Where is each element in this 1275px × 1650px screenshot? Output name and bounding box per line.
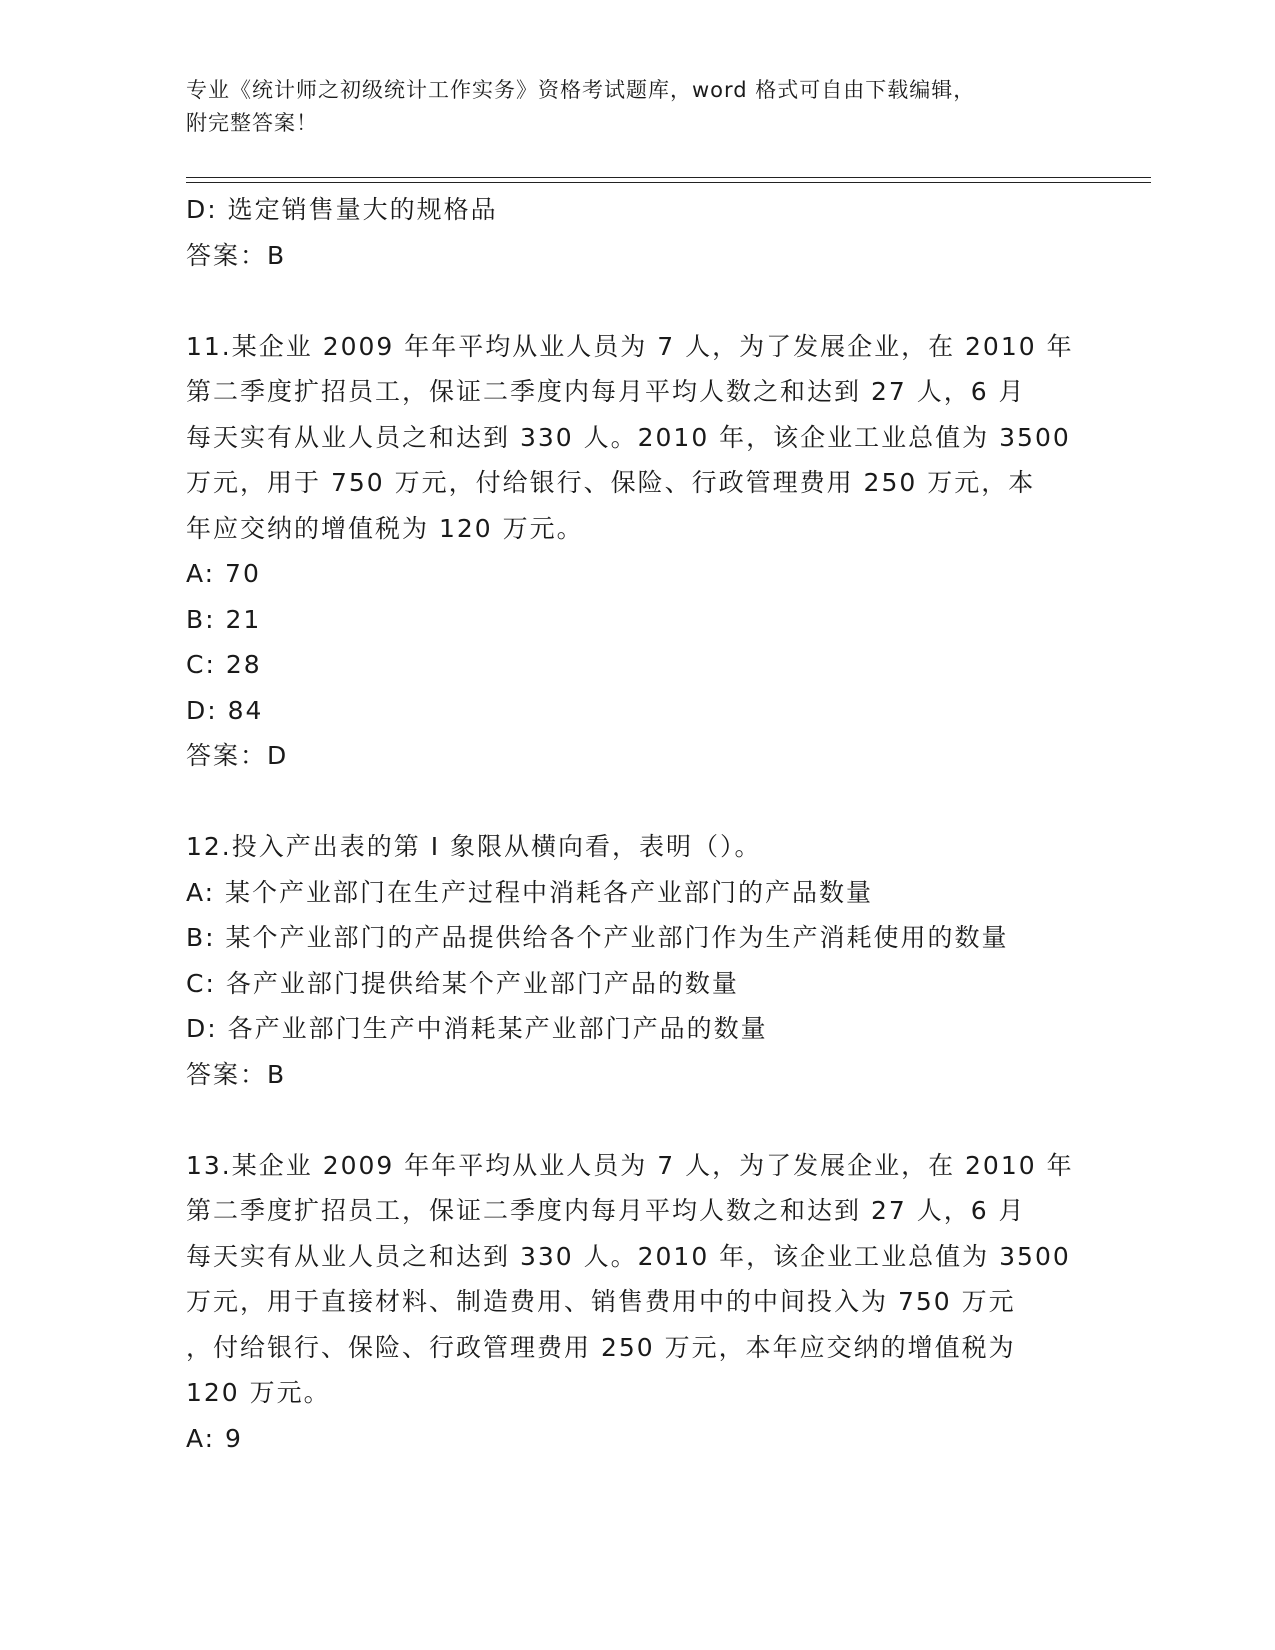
option-d: D: 各产业部门生产中消耗某产业部门产品的数量	[186, 1014, 768, 1043]
question-12	[186, 824, 1086, 1097]
option-d: D: 选定销售量大的规格品	[186, 195, 498, 224]
question-text-line: 11.某企业 2009 年年平均从业人员为 7 人，为了发展企业，在 2010 年	[186, 331, 1074, 361]
option-b: B: 21	[186, 604, 262, 634]
question-text-line: 万元，用于 750 万元，付给银行、保险、行政管理费用 250 万元，本	[186, 468, 1036, 497]
question-text-line: ，付给银行、保险、行政管理费用 250 万元，本年应交纳的增值税为	[186, 1332, 1016, 1362]
header-line-1: 专业《统计师之初级统计工作实务》资格考试题库，word 格式可自由下载编辑，	[186, 78, 976, 102]
question-text-line: 13.某企业 2009 年年平均从业人员为 7 人，为了发展企业，在 2010 年	[186, 1150, 1074, 1180]
answer-line: 答案：B	[186, 240, 287, 270]
answer-line: 答案：D	[186, 741, 289, 770]
header-line-2: 附完整答案！	[186, 111, 318, 135]
spacer	[186, 779, 1086, 825]
question-text-line: 第二季度扩招员工，保证二季度内每月平均人数之和达到 27 人，6 月	[186, 1196, 1026, 1225]
question-text-line: 12.投入产出表的第 I 象限从横向看，表明（）。	[186, 832, 762, 861]
prev-question	[186, 187, 1086, 278]
document-header	[186, 74, 1066, 140]
option-a: A: 9	[186, 1423, 243, 1453]
question-text-line: 年应交纳的增值税为 120 万元。	[186, 513, 584, 543]
answer-line: 答案：B	[186, 1059, 287, 1089]
question-text-line: 每天实有从业人员之和达到 330 人。2010 年，该企业工业总值为 3500	[186, 422, 1071, 452]
question-text-line: 第二季度扩招员工，保证二季度内每月平均人数之和达到 27 人，6 月	[186, 377, 1026, 406]
spacer	[186, 278, 1086, 324]
header-divider-bottom	[186, 182, 1151, 183]
question-11	[186, 324, 1086, 779]
question-13	[186, 1143, 1086, 1462]
question-text-line: 120 万元。	[186, 1378, 331, 1407]
option-b: B: 某个产业部门的产品提供给各个产业部门作为生产消耗使用的数量	[186, 923, 1009, 952]
option-a: A: 某个产业部门在生产过程中消耗各产业部门的产品数量	[186, 877, 874, 907]
question-text-line: 每天实有从业人员之和达到 330 人。2010 年，该企业工业总值为 3500	[186, 1241, 1071, 1271]
option-c: C: 各产业部门提供给某个产业部门产品的数量	[186, 968, 739, 998]
option-a: A: 70	[186, 559, 261, 588]
spacer	[186, 1097, 1086, 1143]
header-divider-top	[186, 177, 1151, 178]
question-content	[186, 187, 1086, 1461]
question-text-line: 万元，用于直接材料、制造费用、销售费用中的中间投入为 750 万元	[186, 1287, 1016, 1316]
option-d: D: 84	[186, 695, 264, 725]
option-c: C: 28	[186, 650, 262, 679]
